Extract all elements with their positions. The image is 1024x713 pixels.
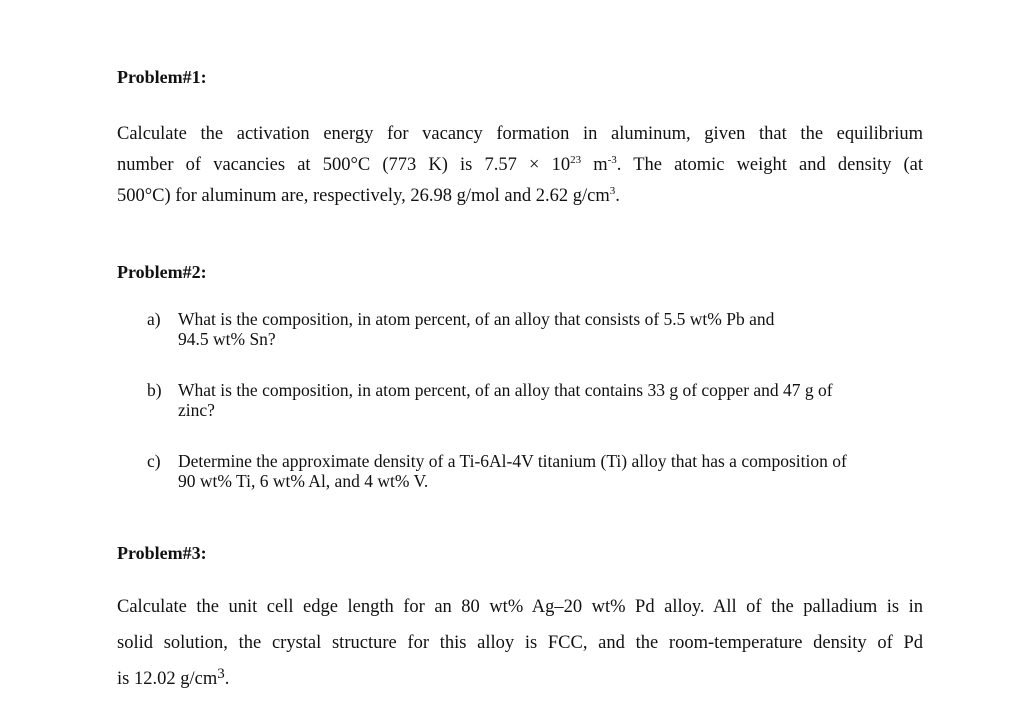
problem-1-line-2-end: . The atomic weight and density (at xyxy=(616,155,923,175)
problem-1-line-3-end: . xyxy=(615,186,620,206)
problem-1-text xyxy=(117,119,923,212)
item-c-line-1: Determine the approximate density of a Ti-6Al-4V titanium (Ti) alloy that has a composition of xyxy=(178,451,847,471)
problem-1-line-3-text: 500°C) for aluminum are, respectively, 26.98 g/mol and 2.62 g/cm xyxy=(117,186,610,206)
item-c-line-2: 90 wt% Ti, 6 wt% Al, and 4 wt% V. xyxy=(178,471,429,491)
item-b-body xyxy=(178,380,908,420)
problem-1-heading: Problem#1: xyxy=(117,67,207,87)
item-b-line-1: What is the composition, in atom percent, of an alloy that contains 33 g of copper and 47 g of xyxy=(178,380,833,400)
problem-1-line-2 xyxy=(117,150,923,181)
problem-3-heading: Problem#3: xyxy=(117,543,207,563)
problem-3-line-3 xyxy=(117,661,923,697)
problem-1-exponent-minus3: -3 xyxy=(607,154,617,166)
problem-2-heading: Problem#2: xyxy=(117,262,207,282)
problem-1-line-2-text: number of vacancies at 500°C (773 K) is 7.57 × 10 xyxy=(117,155,571,175)
item-b-line-2: zinc? xyxy=(178,400,215,420)
problem-3-text xyxy=(117,589,923,697)
item-a-line-1: What is the composition, in atom percent, of an alloy that consists of 5.5 wt% Pb and xyxy=(178,309,775,329)
item-c-marker: c) xyxy=(147,451,161,471)
problem-1-exponent-23: 23 xyxy=(570,154,582,166)
item-c-body xyxy=(178,451,908,491)
problem-3-line-1: Calculate the unit cell edge length for an 80 wt% Ag–20 wt% Pd alloy. All of the palladium is in xyxy=(117,597,923,617)
problem-3-line-3-end: . xyxy=(224,669,230,689)
item-b-marker: b) xyxy=(147,380,162,400)
item-a-line-2: 94.5 wt% Sn? xyxy=(178,329,276,349)
problem-1-line-1: Calculate the activation energy for vacancy formation in aluminum, given that the equilibrium xyxy=(117,124,923,144)
problem-1-exponent-3: 3 xyxy=(609,185,616,197)
problem-1-line-3 xyxy=(117,181,923,212)
problem-3-exponent-3: 3 xyxy=(217,666,225,682)
item-a-body xyxy=(178,309,908,349)
problem-1-unit-m: m xyxy=(581,155,608,175)
problem-3-line-2: solid solution, the crystal structure for this alloy is FCC, and the room-temperature density of Pd xyxy=(117,633,923,653)
problem-3-line-3-text: is 12.02 g/cm xyxy=(117,669,218,689)
item-a-marker: a) xyxy=(147,309,161,329)
